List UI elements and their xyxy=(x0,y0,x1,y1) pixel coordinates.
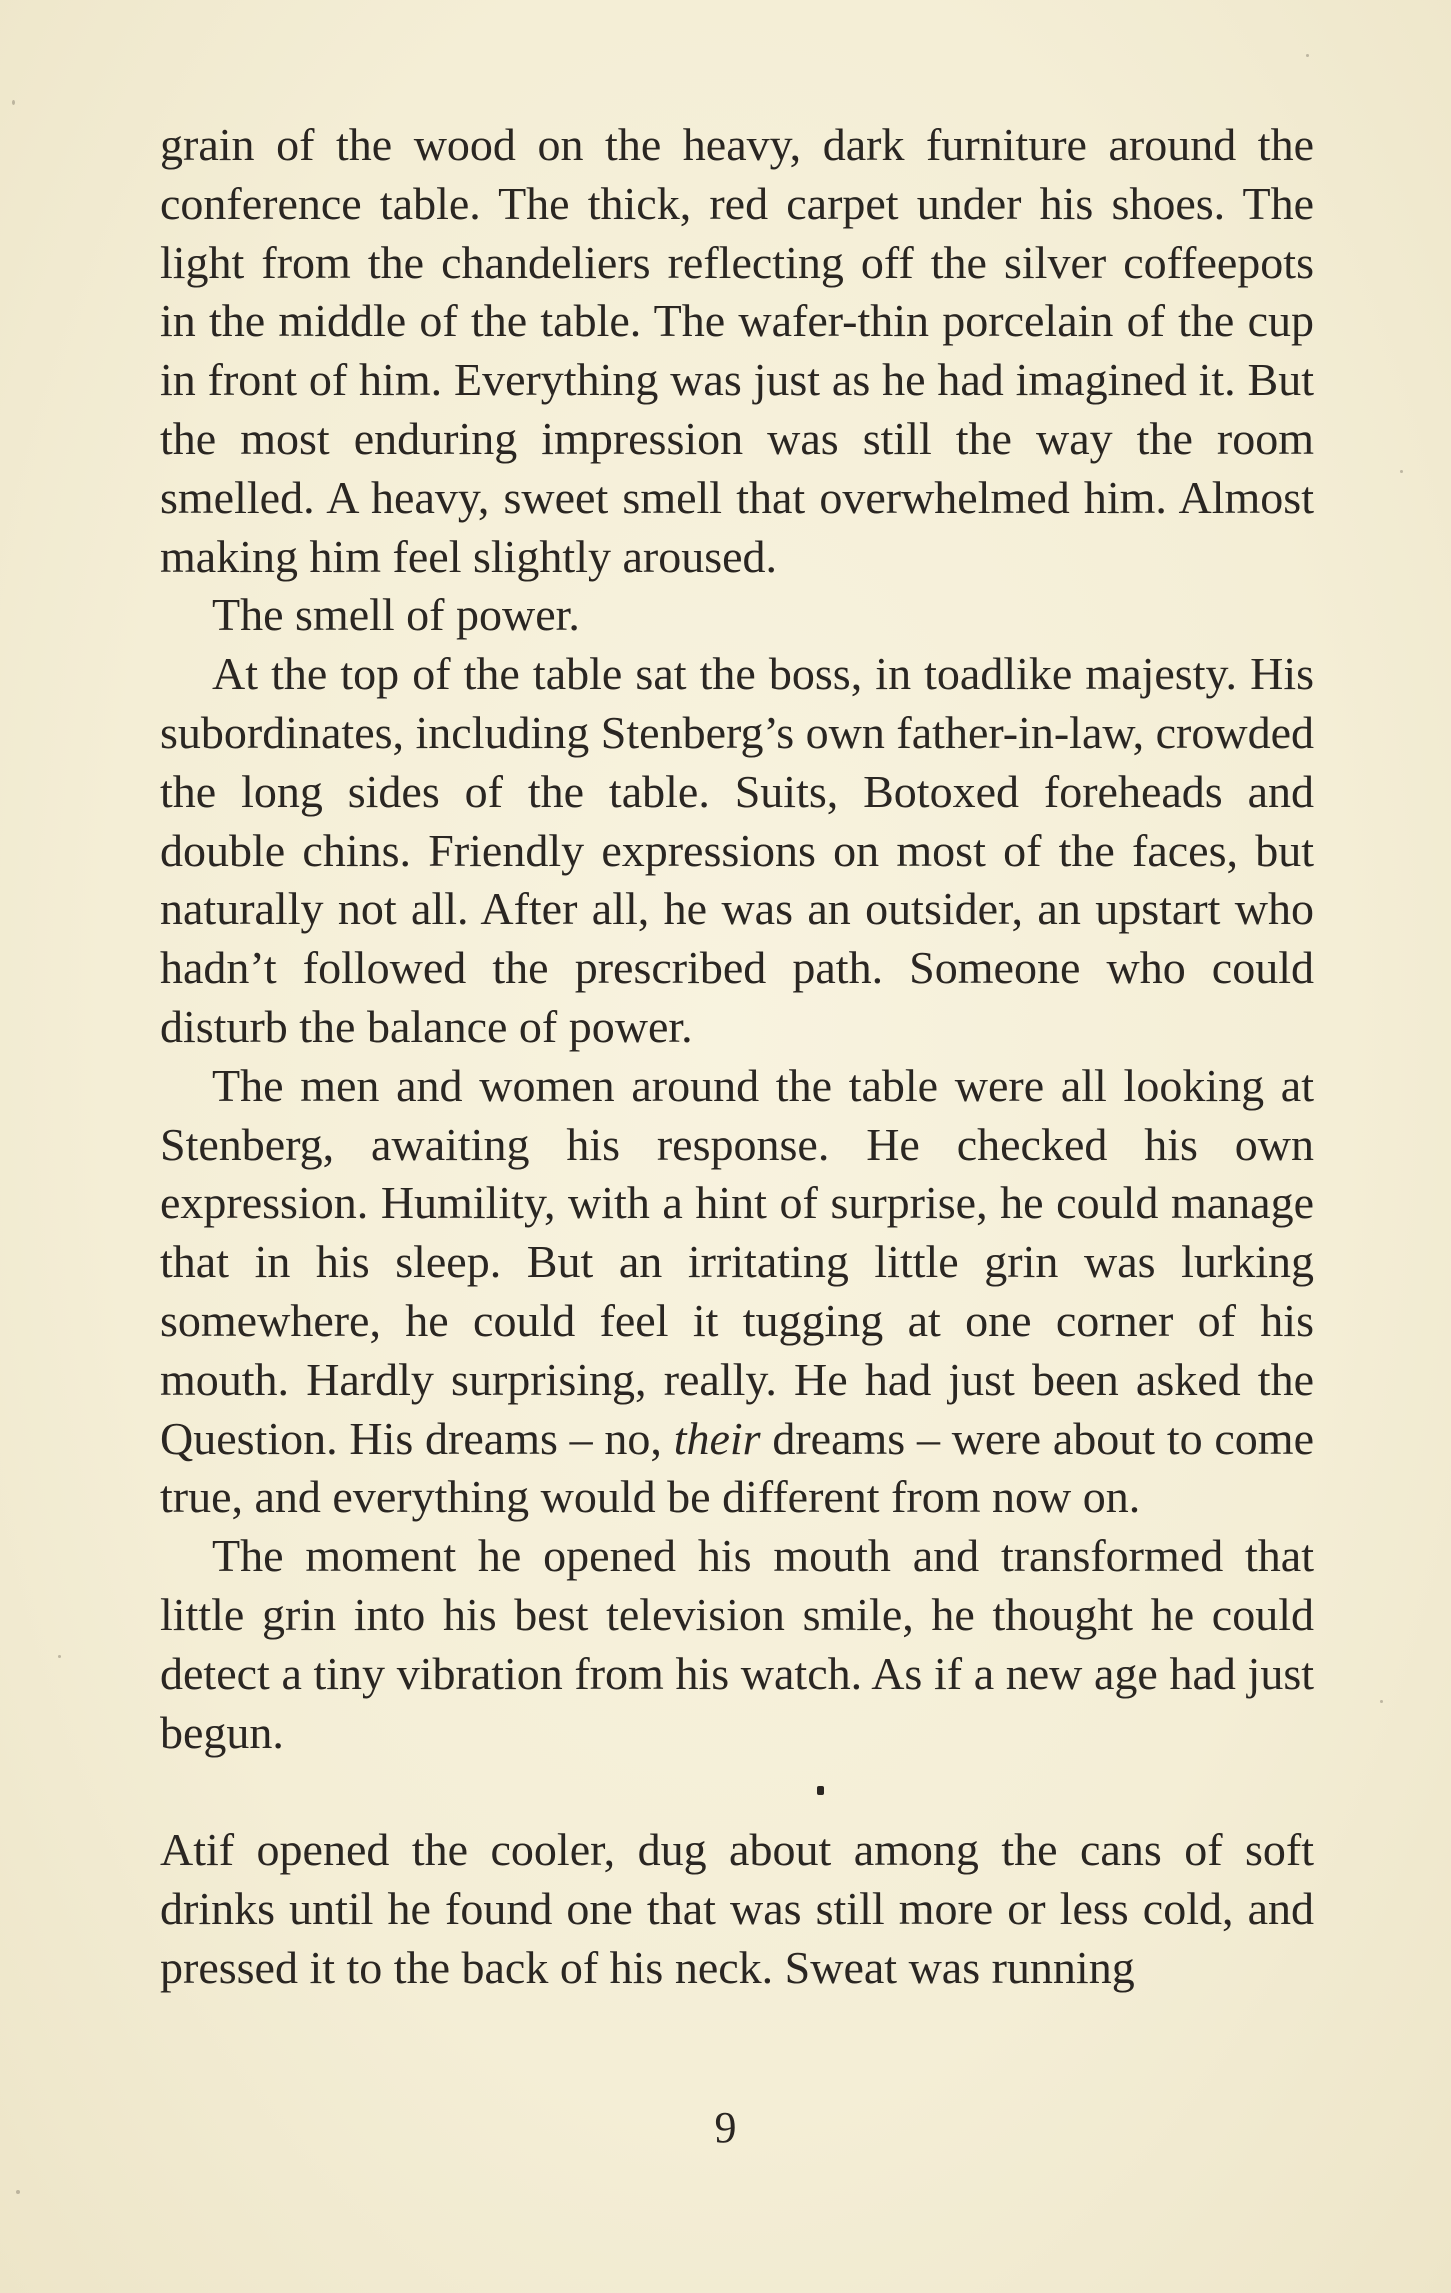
paragraph-2 xyxy=(160,586,1314,645)
paper-speck xyxy=(1306,54,1309,57)
paragraph-3-text: At the top of the table sat the boss, in toadlike majesty. His subordinates, including Stenberg’s own father-in-law, crowded the long sides of the table. Suits, Botoxed foreheads and double chins. Friendly expressions on most of the faces, but naturally not all. After all, he was an outsider, an upstart who hadn’t followed the prescribed path. Someone who could disturb the balance of power. xyxy=(160,648,1314,1052)
body-text xyxy=(160,116,1314,1998)
paper-speck xyxy=(12,100,15,105)
page-number: 9 xyxy=(714,2103,737,2152)
paper-speck xyxy=(1400,470,1403,473)
paragraph-6-text: Atif opened the cooler, dug about among the cans of soft drinks until he found one that was still more or less cold, and pressed it to the back of his neck. Sweat was running xyxy=(160,1824,1314,1993)
paragraph-1-text: grain of the wood on the heavy, dark furniture around the conference table. The thick, red carpet under his shoes. The light from the chandeliers reflecting off the silver coffeepots in the middle of the table. The wafer-thin porcelain of the cup in front of him. Everything was just as he had imagined it. But the most enduring impression was still the way the room smelled. A heavy, sweet smell that overwhelmed him. Almost making him feel slightly aroused. xyxy=(160,119,1314,582)
section-break xyxy=(160,1762,1314,1821)
paragraph-2-text: The smell of power. xyxy=(212,589,580,641)
paragraph-4 xyxy=(160,1057,1314,1527)
paragraph-5-text: The moment he opened his mouth and transformed that little grin into his best television smile, he thought he could detect a tiny vibration from his watch. As if a new age had just begun. xyxy=(160,1530,1314,1758)
paragraph-1 xyxy=(160,116,1314,586)
paper-speck xyxy=(58,1655,61,1658)
section-break-mark xyxy=(817,1786,824,1795)
paper-speck xyxy=(1380,1700,1383,1703)
paper-speck xyxy=(16,2190,20,2194)
paragraph-4-text-a: The men and women around the table were all looking at Stenberg, awaiting his response. He checked his own expression. Humility, with a hint of surprise, he could manage that in his sleep. But an irritating little grin was lurking somewhere, he could feel it tugging at one corner of his mouth. Hardly surprising, really. He had just been asked the Question. His dreams – no, xyxy=(160,1059,1314,1464)
paragraph-4-italic-word: their xyxy=(673,1412,761,1464)
paragraph-4-text-b: dreams – were about to come true, and everything would be different from now on. xyxy=(160,1412,1314,1523)
paragraph-3 xyxy=(160,645,1314,1057)
paragraph-6 xyxy=(160,1821,1314,1997)
paragraph-5 xyxy=(160,1527,1314,1762)
